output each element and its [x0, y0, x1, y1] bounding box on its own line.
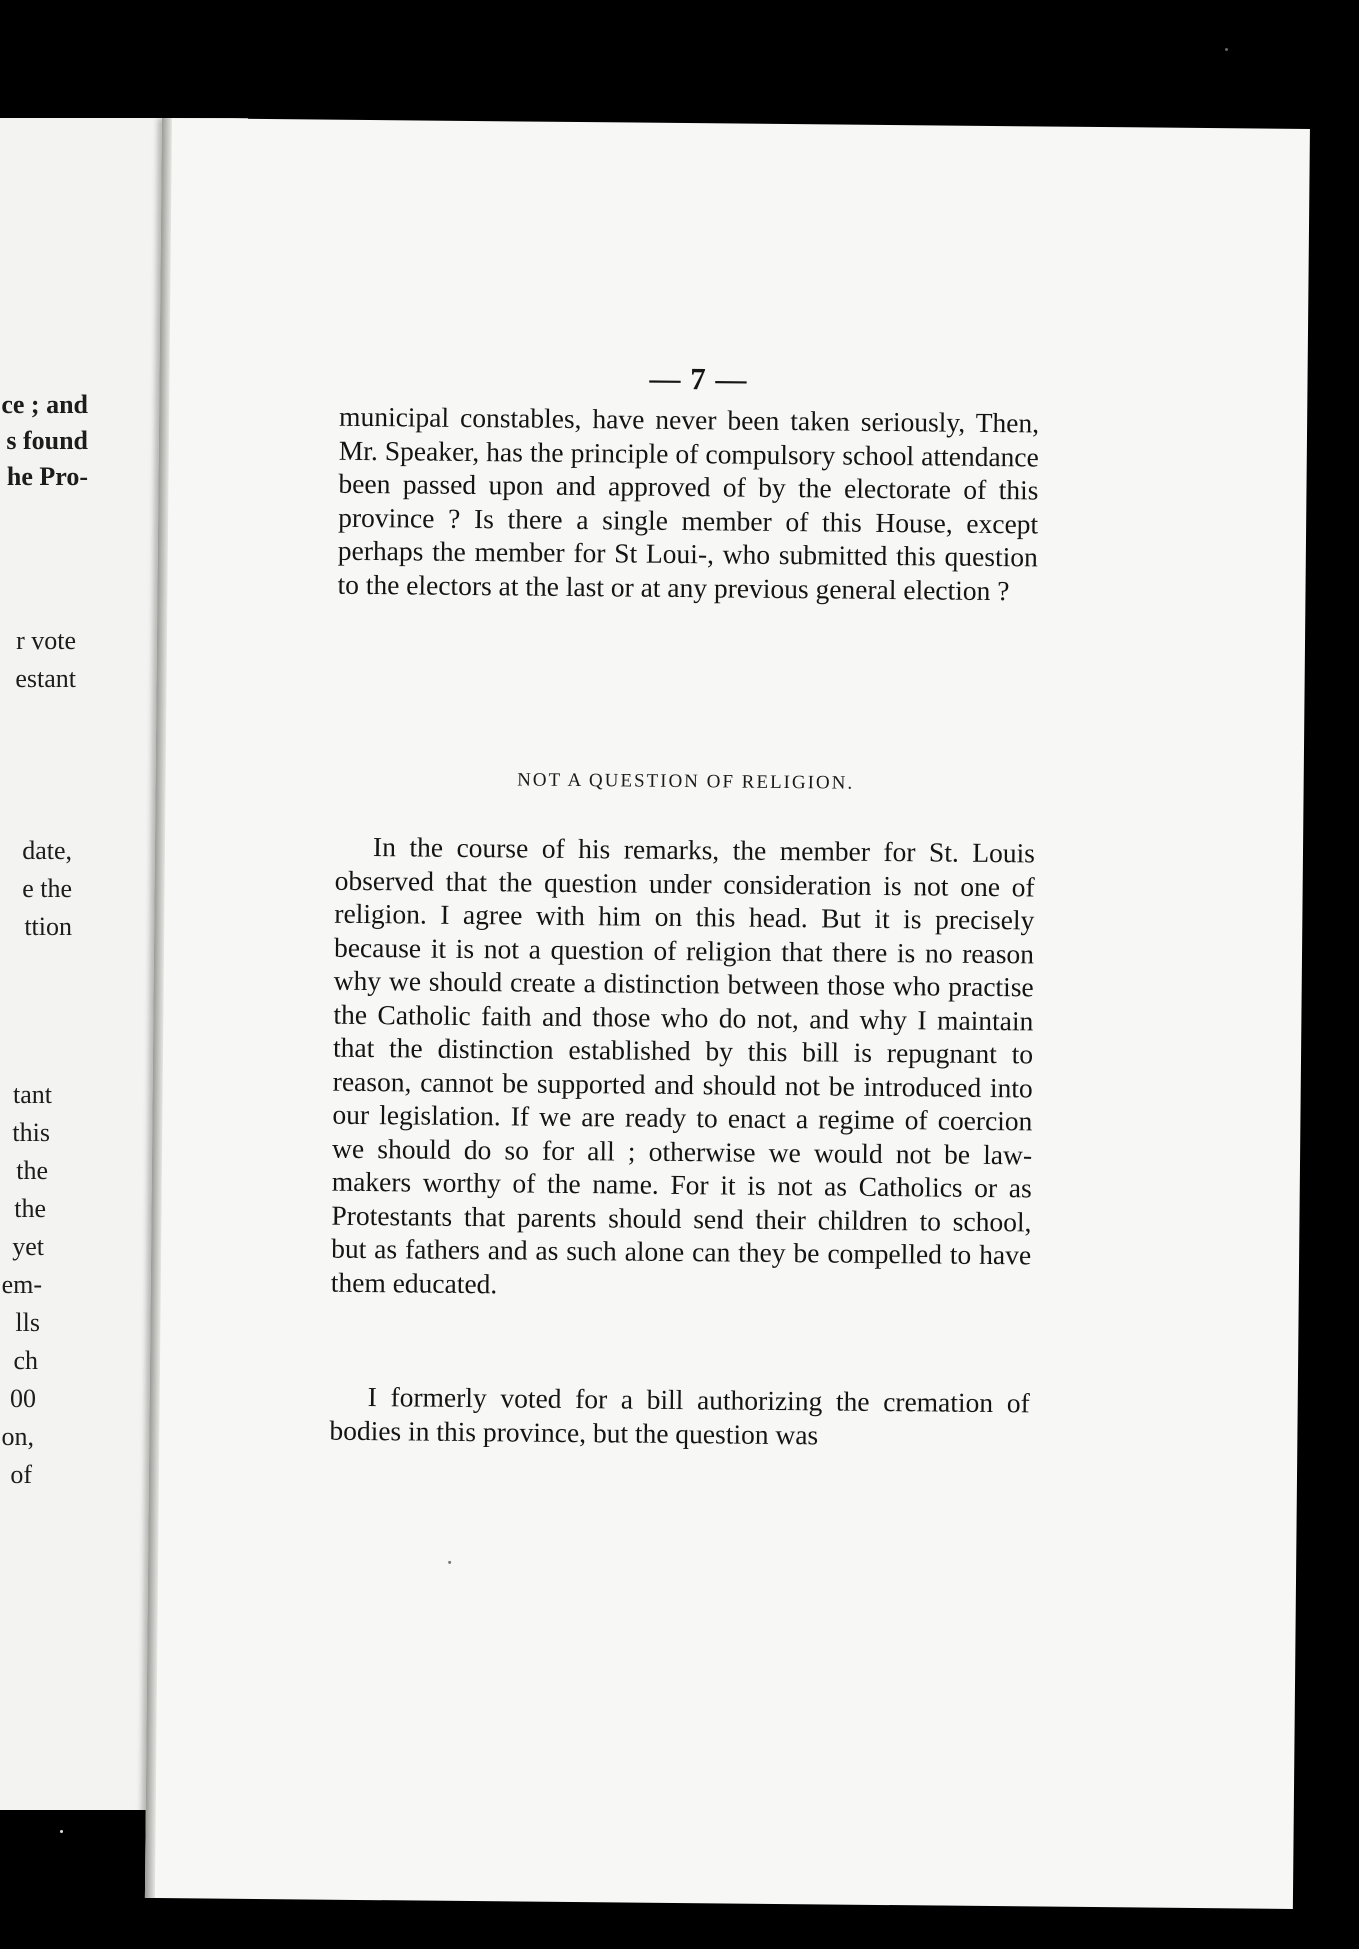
left-fragment: em- — [1, 1270, 42, 1299]
left-fragment: lls — [15, 1308, 40, 1337]
left-fragment: he Pro- — [6, 462, 88, 491]
left-fragment: e the — [22, 874, 72, 903]
paragraph-3: I formerly voted for a bill authorizing the cremation of bodies in this province, but the question was — [329, 1381, 1030, 1450]
left-fragment: tant — [13, 1080, 52, 1109]
paragraph-1: municipal constables, have never been taken seriously, Then, Mr. Speaker, has the principle of compulsory school attendance been passed upon and approved of by the electorate of this province ? Is there a single member of this House, except perhaps the member for St Loui-, who submitted this question to the electors at the last or at any previous general election ? — [337, 400, 1040, 606]
left-fragment: ttion — [24, 912, 72, 941]
left-fragment: yet — [12, 1232, 44, 1261]
left-fragment: r vote — [16, 626, 76, 655]
scan-speck — [60, 1830, 63, 1833]
left-fragment: s found — [6, 426, 88, 455]
ink-speck — [448, 1561, 451, 1564]
left-fragment: 00 — [10, 1384, 36, 1413]
left-fragment: this — [12, 1118, 50, 1147]
page-number: — 7 — — [649, 360, 748, 397]
right-page — [145, 118, 1310, 1909]
scan-speck — [1225, 48, 1228, 51]
left-fragment: on, — [1, 1422, 34, 1451]
paragraph-2: In the course of his remarks, the member for St. Louis observed that the question under consideration is not one of religion. I agree with him on this head. But it is precisely because it is not a question of religion that there is no reason why we should create a distinction between those who practise the Catholic faith and those who do not, and why I maintain that the distinction established by this bill is repugnant to reason, cannot be supported and should not be introduced into our legislation. If we are ready to enact a regime of coercion we should do so for all ; otherwise we would not be law-makers worthy of the name. For it is not as Catholics or as Protestants that parents should send their children to school, but as fathers and as such alone can they be compelled to have them educated. — [330, 831, 1036, 1299]
section-heading: NOT A QUESTION OF RELIGION. — [517, 769, 855, 794]
left-fragment: ch — [13, 1346, 38, 1375]
left-fragment: date, — [22, 836, 72, 865]
left-fragment: the — [16, 1156, 48, 1185]
left-fragment: estant — [15, 664, 76, 693]
left-fragment: the — [14, 1194, 46, 1223]
left-fragment: ce ; and — [1, 390, 88, 419]
left-fragment: of — [10, 1460, 32, 1489]
